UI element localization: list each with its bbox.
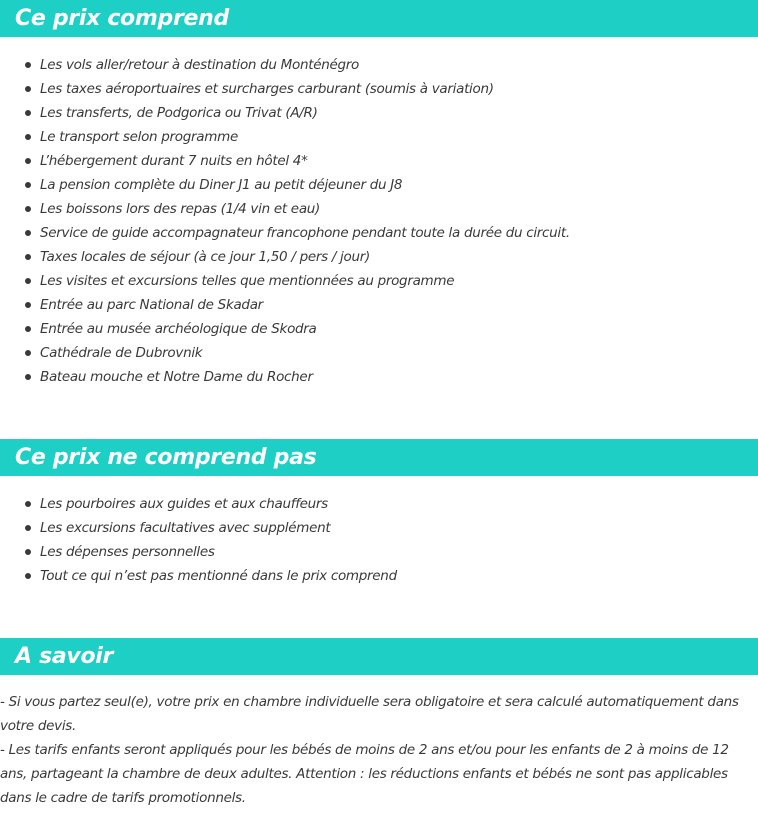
list-item (0, 53, 570, 77)
list-item (0, 341, 570, 365)
bullet-icon (25, 230, 31, 236)
section-header-included (0, 0, 758, 37)
section-header-excluded (0, 439, 758, 476)
bullet-icon (25, 549, 31, 555)
list-item-text: Service de guide accompagnateur francophone pendant toute la durée du circuit. (40, 225, 570, 241)
list-item (0, 540, 397, 564)
list-item (0, 125, 570, 149)
bullet-icon (25, 110, 31, 116)
section-title-savoir: A savoir (15, 644, 114, 669)
bullet-icon (25, 302, 31, 308)
list-item (0, 516, 397, 540)
savoir-text (0, 690, 758, 810)
bullet-icon (25, 350, 31, 356)
list-item-text: Le transport selon programme (40, 129, 238, 145)
list-item-text: Les pourboires aux guides et aux chauffeurs (40, 496, 328, 512)
list-item (0, 173, 570, 197)
list-item (0, 245, 570, 269)
bullet-icon (25, 326, 31, 332)
section-header-savoir (0, 638, 758, 675)
savoir-paragraph: - Les tarifs enfants seront appliqués pour les bébés de moins de 2 ans et/ou pour les enfants de 2 à moins de 12 ans, partageant la chambre de deux adultes. Attention : les réductions enfants et bébés ne sont pas applicables dans le cadre de tarifs promotionnels. (0, 742, 729, 806)
bullet-icon (25, 254, 31, 260)
list-item (0, 221, 570, 245)
list-item (0, 197, 570, 221)
bullet-icon (25, 501, 31, 507)
bullet-icon (25, 62, 31, 68)
list-item (0, 293, 570, 317)
list-item-text: L’hébergement durant 7 nuits en hôtel 4* (40, 153, 308, 169)
bullet-icon (25, 206, 31, 212)
list-item (0, 365, 570, 389)
bullet-icon (25, 86, 31, 92)
list-item-text: Les transferts, de Podgorica ou Trivat (A/R) (40, 105, 318, 121)
bullet-icon (25, 158, 31, 164)
section-title-included: Ce prix comprend (15, 6, 229, 31)
list-item (0, 77, 570, 101)
list-item-text: Entrée au parc National de Skadar (40, 297, 263, 313)
list-item-text: Les dépenses personnelles (40, 544, 215, 560)
bullet-icon (25, 573, 31, 579)
list-item (0, 269, 570, 293)
list-item-text: Les visites et excursions telles que mentionnées au programme (40, 273, 455, 289)
bullet-icon (25, 134, 31, 140)
bullet-icon (25, 374, 31, 380)
included-list (0, 53, 570, 389)
list-item (0, 492, 397, 516)
list-item (0, 101, 570, 125)
list-item (0, 564, 397, 588)
list-item-text: Les taxes aéroportuaires et surcharges carburant (soumis à variation) (40, 81, 494, 97)
list-item-text: Taxes locales de séjour (à ce jour 1,50 / pers / jour) (40, 249, 370, 265)
excluded-list (0, 492, 397, 588)
savoir-paragraph: - Si vous partez seul(e), votre prix en chambre individuelle sera obligatoire et sera calculé automatiquement dans votre devis. (0, 694, 739, 734)
list-item-text: La pension complète du Diner J1 au petit déjeuner du J8 (40, 177, 403, 193)
list-item-text: Bateau mouche et Notre Dame du Rocher (40, 369, 313, 385)
list-item-text: Les excursions facultatives avec supplément (40, 520, 331, 536)
bullet-icon (25, 278, 31, 284)
bullet-icon (25, 525, 31, 531)
list-item (0, 149, 570, 173)
list-item-text: Entrée au musée archéologique de Skodra (40, 321, 317, 337)
list-item-text: Les vols aller/retour à destination du Monténégro (40, 57, 359, 73)
list-item-text: Les boissons lors des repas (1/4 vin et eau) (40, 201, 321, 217)
list-item-text: Tout ce qui n’est pas mentionné dans le prix comprend (40, 568, 397, 584)
list-item-text: Cathédrale de Dubrovnik (40, 345, 203, 361)
section-title-excluded: Ce prix ne comprend pas (15, 445, 317, 470)
list-item (0, 317, 570, 341)
bullet-icon (25, 182, 31, 188)
